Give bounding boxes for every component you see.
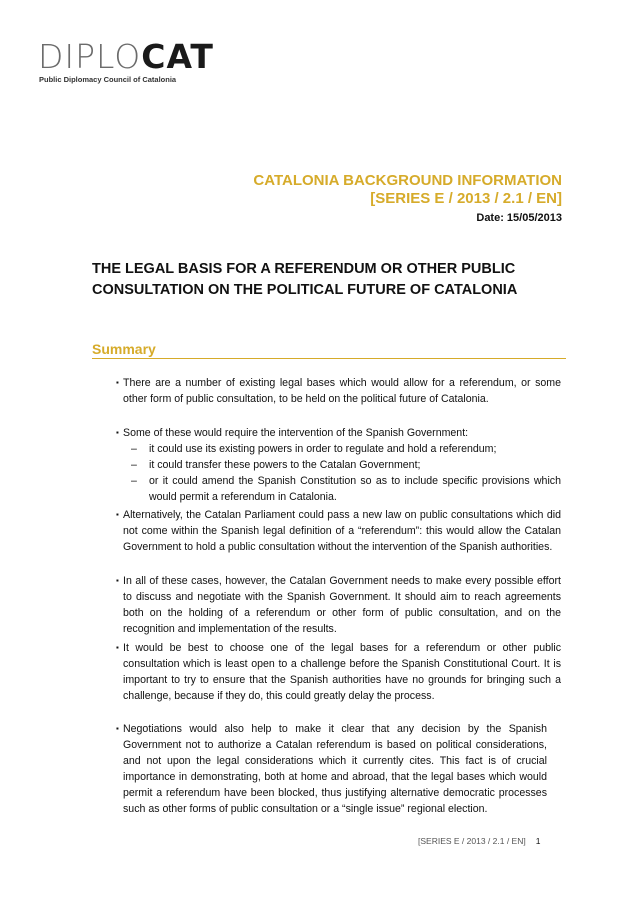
bullet-marker: ▪ [116, 428, 119, 437]
summary-bullet: ▪ There are a number of existing legal bases which would allow for a referendum, or some other form of public consultation, to be held on the political future of Catalonia. [116, 377, 561, 405]
header-date: Date: 15/05/2013 [476, 212, 562, 224]
summary-bullet: ▪ Some of these would require the intervention of the Spanish Government: – it could use its existing powers in order to regulate and hold a referendum; – it could transfer these powers to the Catalan Government; – or it could amend the Spanish Constitution so as to include specific provisions which would permit a referendum in Catalonia. [116, 427, 561, 503]
logo-subtitle: Public Diplomacy Council of Catalonia [39, 75, 177, 84]
logo [38, 37, 214, 84]
summary-bullet: ▪ Negotiations would also help to make it clear that any decision by the Spanish Government not to authorize a Catalan referendum is based on political considerations, and not upon the legal considerations which it currently cites. This fact is of crucial importance in demonstrating, both at home and abroad, that the legal bases which would permit a referendum have been blocked, thus justifying alternative democratic processes such as other forms of public consultation or a “single issue” regional election. [116, 723, 547, 815]
sub-bullet: – or it could amend the Spanish Constitution so as to include specific provisions which would permit a referendum in Catalonia. [131, 475, 561, 503]
footer-series: [SERIES E / 2013 / 2.1 / EN] [418, 836, 526, 846]
summary-heading: Summary [92, 341, 566, 359]
bullet-marker: ▪ [116, 724, 119, 733]
bullet-marker: ▪ [116, 510, 119, 519]
header-series: [SERIES E / 2013 / 2.1 / EN] [370, 190, 562, 207]
page-footer [418, 836, 540, 846]
sub-bullet: – it could use its existing powers in order to regulate and hold a referendum; [131, 443, 497, 455]
sub-bullet: – it could transfer these powers to the Catalan Government; [131, 459, 421, 471]
summary-bullet: ▪ Alternatively, the Catalan Parliament could pass a new law on public consultations which did not come within the Spanish legal definition of a “referendum”: this would allow the Catalan Government to hold a public consultation without the intervention of the Spanish authorities. [116, 509, 561, 553]
bullet-marker: ▪ [116, 576, 119, 585]
page-number: 1 [535, 836, 541, 846]
bullet-marker: ▪ [116, 643, 119, 652]
summary-bullet: ▪ In all of these cases, however, the Catalan Government needs to make every possible effort to discuss and negotiate with the Spanish Government. It should aim to reach agreements both on the holding of a referendum or other form of public consultation, and on the recognition and implementation of the results. [116, 575, 561, 635]
logo-wordmark: DIPLOCAT [38, 37, 214, 76]
header-title: CATALONIA BACKGROUND INFORMATION [253, 172, 562, 189]
document-title: THE LEGAL BASIS FOR A REFERENDUM OR OTHER PUBLIC CONSULTATION ON THE POLITICAL FUTURE OF CATALONIA [92, 261, 518, 298]
bullet-marker: ▪ [116, 378, 119, 387]
summary-bullet: ▪ It would be best to choose one of the legal bases for a referendum or other public consultation which is least open to a challenge before the Spanish Constitutional Court. It is important to try to ensure that the Spanish authorities have no grounds for bringing such a challenge, because if they do, this could greatly delay the process. [116, 642, 561, 702]
